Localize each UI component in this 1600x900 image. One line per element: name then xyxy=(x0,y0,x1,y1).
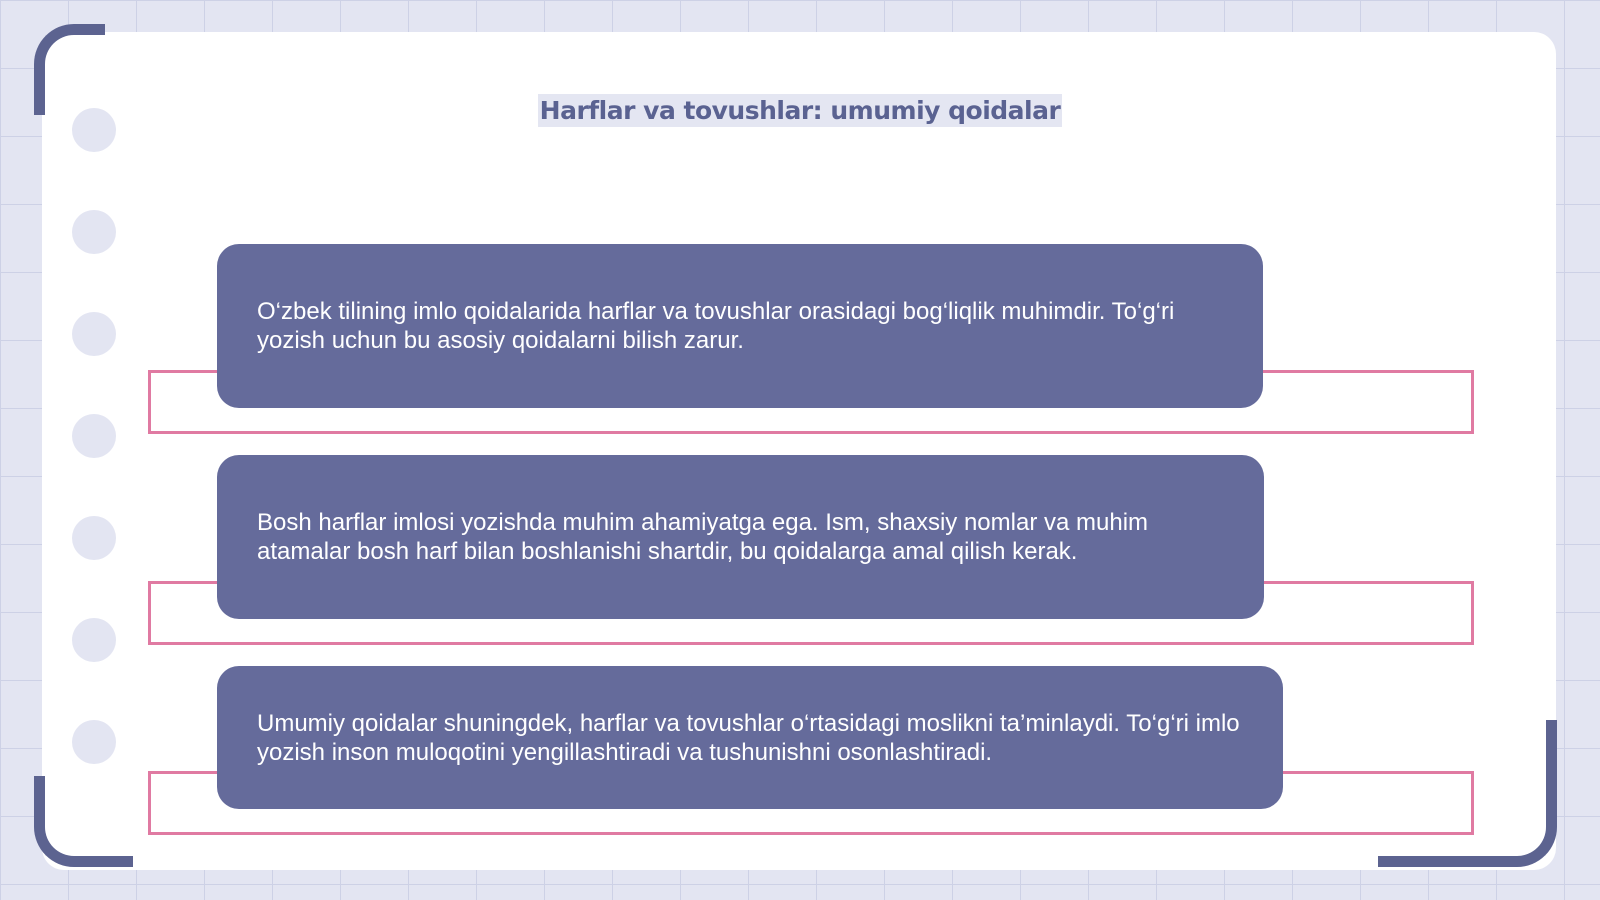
slide-title-wrapper xyxy=(0,94,1600,127)
panel-text: Umumiy qoidalar shuningdek, harflar va tovushlar o‘rtasidagi moslikni ta’minlaydi. To‘g‘ri imlo yozish inson muloqotini yengillashtiradi va tushunishni osonlashtiradi. xyxy=(257,709,1240,766)
content-panel-3 xyxy=(217,666,1283,809)
panel-text: Bosh harflar imlosi yozishda muhim ahamiyatga ega. Ism, shaxsiy nomlar va muhim atamalar bosh harf bilan boshlanishi shartdir, bu qoidalarga amal qilish kerak. xyxy=(257,509,1149,565)
binder-hole xyxy=(72,312,116,356)
corner-bracket-bottom-left xyxy=(34,776,133,867)
content-panel-2 xyxy=(217,455,1264,619)
binder-hole xyxy=(72,414,116,458)
binder-hole xyxy=(72,516,116,560)
binder-hole xyxy=(72,720,116,764)
binder-hole xyxy=(72,210,116,254)
panel-text: O‘zbek tilining imlo qoidalarida harflar va tovushlar orasidagi bog‘liqlik muhimdir. To‘g‘ri yozish uchun bu asosiy qoidalarni bilish zarur. xyxy=(257,298,1175,354)
content-panel-1 xyxy=(217,244,1263,408)
slide-title: Harflar va tovushlar: umumiy qoidalar xyxy=(539,96,1061,125)
binder-hole xyxy=(72,618,116,662)
